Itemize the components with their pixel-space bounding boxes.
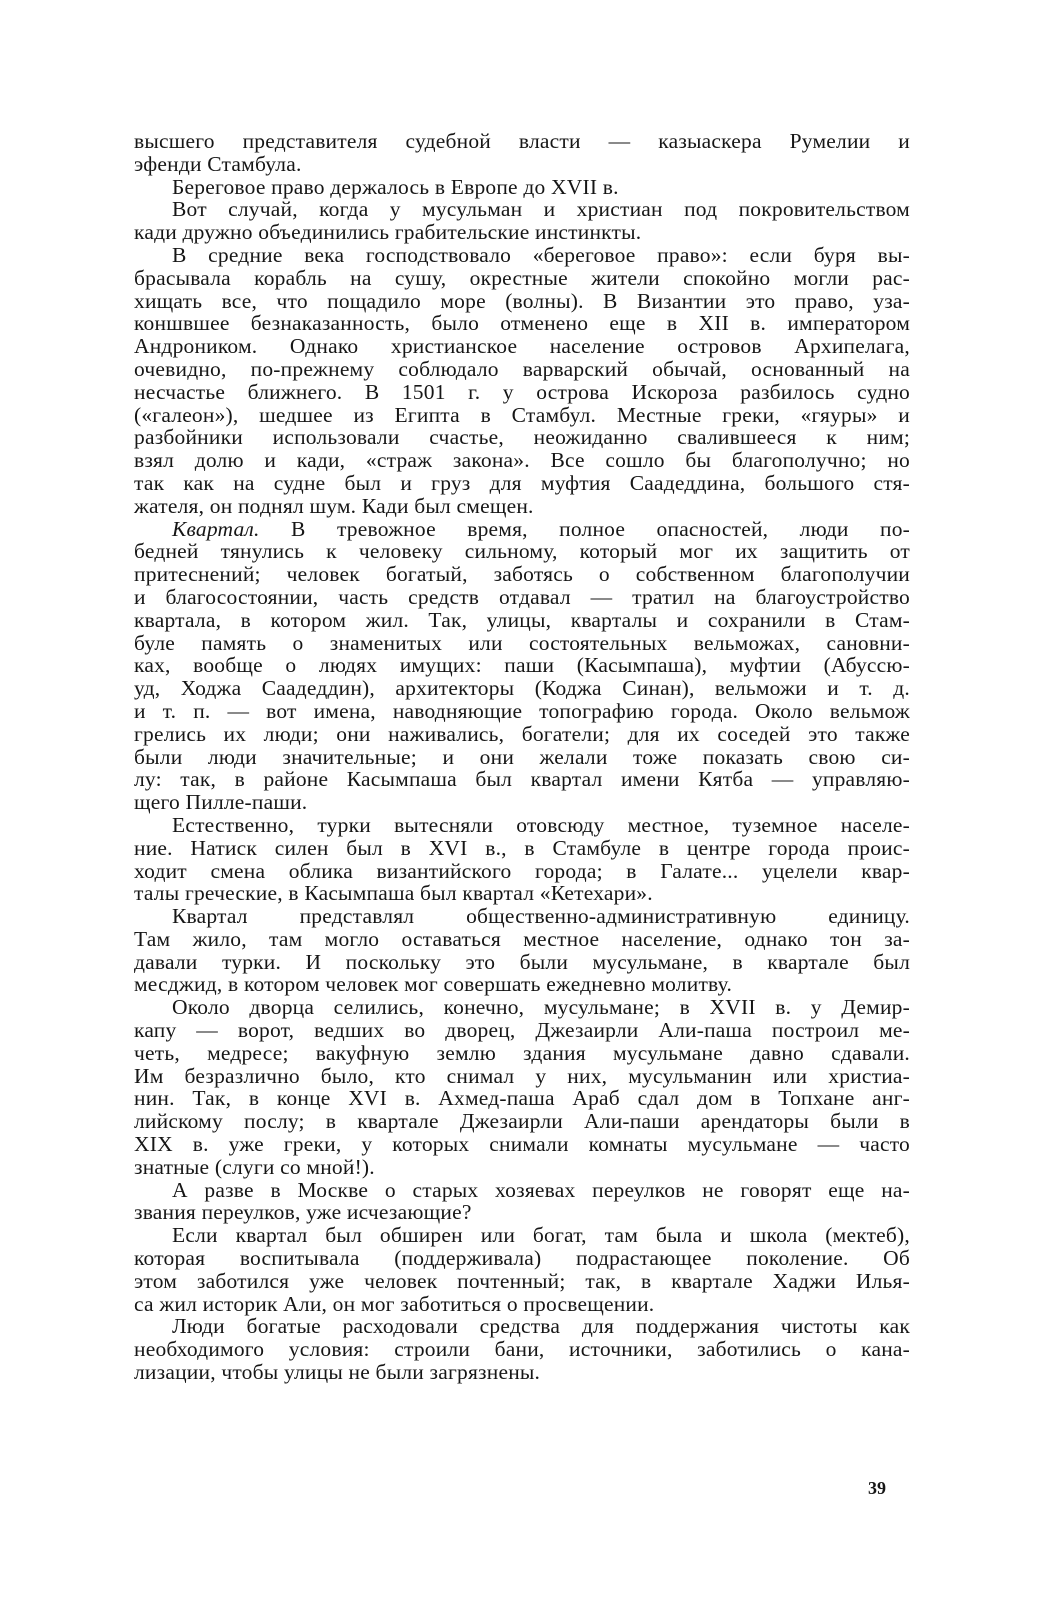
- text-line: буле память о знаменитых или состоятельных вельможах, сановни-: [134, 630, 910, 655]
- text-line: и благосостоянии, часть средств отдавал — тратил на благоустройство: [134, 584, 910, 609]
- text-line: Андроником. Однако христианское население островов Архипелага,: [134, 334, 910, 359]
- text-line: высшего представителя судебной власти — казыаскера Румелии и: [134, 129, 910, 153]
- text-line: месджид, в котором человек мог совершать ежедневно молитву.: [134, 972, 733, 997]
- page-number: 39: [868, 1478, 886, 1498]
- text-line: коншвшее безнаказанность, было отменено еще в XII в. императором: [134, 311, 910, 336]
- text-line: Там жило, там могло оставаться местное население, однако тон за-: [134, 926, 910, 951]
- text-line: грелись их люди; они наживались, богатели; для их соседей это также: [134, 721, 910, 746]
- text-line: талы греческие, в Касымпаша был квартал «Кетехари».: [134, 881, 653, 906]
- text-line: уд, Ходжа Саадеддин), архитекторы (Коджа Синан), вельможи и т. д.: [134, 676, 910, 701]
- text-line: Вот случай, когда у мусульман и христиан под покровительством: [172, 197, 910, 222]
- text-line: притеснений; человек богатый, заботясь о собственном благополучии: [134, 562, 910, 587]
- text-line: Около дворца селились, конечно, мусульмане; в XVII в. у Демир-: [172, 995, 910, 1020]
- text-line: Естественно, турки вытесняли отовсюду местное, туземное населе-: [172, 812, 910, 837]
- text-line-rest: В тревожное время, полное опасностей, люди по-: [291, 516, 911, 541]
- text-line: жателя, он поднял шум. Кади был смещен.: [134, 493, 534, 518]
- text-line: [134, 518, 910, 541]
- italic-lead: Квартал.: [172, 516, 260, 541]
- text-line: знатные (слуги со мной!).: [134, 1154, 375, 1179]
- text-line: эфенди Стамбула.: [134, 151, 302, 176]
- text-line: («галеон»), шедшее из Египта в Стамбул. Местные греки, «гяуры» и: [134, 402, 910, 427]
- text-line: давали турки. И поскольку это были мусульмане, в квартале был: [134, 949, 910, 974]
- text-line: так как на судне был и груз для муфтия Саадеддина, большого стя-: [134, 470, 910, 495]
- text-line: А разве в Москве о старых хозяевах переулков не говорят еще на-: [172, 1177, 910, 1202]
- text-line: Им безразлично было, кто снимал у них, мусульманин или христиа-: [134, 1063, 910, 1088]
- text-line: разбойники использовали счастье, неожиданно свалившееся к ним;: [134, 425, 910, 450]
- text-line: Если квартал был обширен или богат, там была и школа (мектеб),: [172, 1223, 910, 1248]
- text-line: щего Пилле-паши.: [134, 790, 308, 815]
- text-line: нин. Так, в конце XVI в. Ахмед-паша Араб сдал дом в Топхане анг-: [134, 1086, 910, 1111]
- text-line: звания переулков, уже исчезающие?: [134, 1200, 472, 1225]
- text-line: которая воспитывала (поддерживала) подрастающее поколение. Об: [134, 1246, 910, 1271]
- text-line: и т. п. — вот имена, наводняющие топографию города. Около вельмож: [134, 698, 910, 723]
- text-line: взял долю и кади, «страж закона». Все сошло бы благополучно; но: [134, 448, 910, 473]
- text-line: лийскому послу; в квартале Джезаирли Али-паши арендаторы были в: [134, 1109, 910, 1134]
- text-line: четь, медресе; вакуфную землю здания мусульмане давно сдавали.: [134, 1040, 910, 1065]
- text-line: хищать все, что пощадило море (волны). В Византии это право, уза-: [134, 288, 910, 313]
- text-line: квартала, в котором жил. Так, улицы, кварталы и сохранили в Стам-: [134, 607, 910, 632]
- page-text: [134, 130, 910, 1384]
- text-line: В средние века господствовало «береговое право»: если буря вы-: [172, 242, 910, 267]
- text-line: брасывала корабль на сушу, окрестные жители спокойно могли рас-: [134, 265, 910, 290]
- text-line: лизации, чтобы улицы не были загрязнены.: [134, 1360, 541, 1385]
- text-line: ках, вообще о людях имущих: паши (Касымпаша), муфтии (Абуссю-: [134, 653, 910, 678]
- text-line: необходимого условия: строили бани, источники, заботились о кана-: [134, 1337, 910, 1362]
- text-line: лу: так, в районе Касымпаша был квартал имени Кятба — управляю-: [134, 767, 910, 792]
- text-line: бедней тянулись к человеку сильному, который мог их защитить от: [134, 539, 910, 564]
- text-line: са жил историк Али, он мог заботиться о просвещении.: [134, 1291, 655, 1316]
- text-line: несчастье ближнего. В 1501 г. у острова Искороза разбилось судно: [134, 379, 910, 404]
- text-line: ние. Натиск силен был в XVI в., в Стамбуле в центре города проис-: [134, 835, 910, 860]
- text-line: Люди богатые расходовали средства для поддержания чистоты как: [172, 1314, 910, 1339]
- text-line: Береговое право держалось в Европе до XVII в.: [172, 174, 619, 199]
- text-line: капу — ворот, ведших во дворец, Джезаирли Али-паша построил ме-: [134, 1018, 910, 1043]
- text-line: очевидно, по-прежнему соблюдало варварский обычай, основанный на: [134, 356, 910, 381]
- text-line: этом заботился уже человек почтенный; так, в квартале Хаджи Илья-: [134, 1268, 910, 1293]
- text-line: Квартал представлял общественно-административную единицу.: [172, 904, 910, 929]
- text-line: XIX в. уже греки, у которых снимали комнаты мусульмане — часто: [134, 1132, 910, 1157]
- text-line: ходит смена облика византийского города; в Галате... уцелели квар-: [134, 858, 910, 883]
- text-line: кади дружно объединились грабительские инстинкты.: [134, 220, 642, 245]
- text-line: были люди значительные; и они желали тоже показать свою си-: [134, 744, 910, 769]
